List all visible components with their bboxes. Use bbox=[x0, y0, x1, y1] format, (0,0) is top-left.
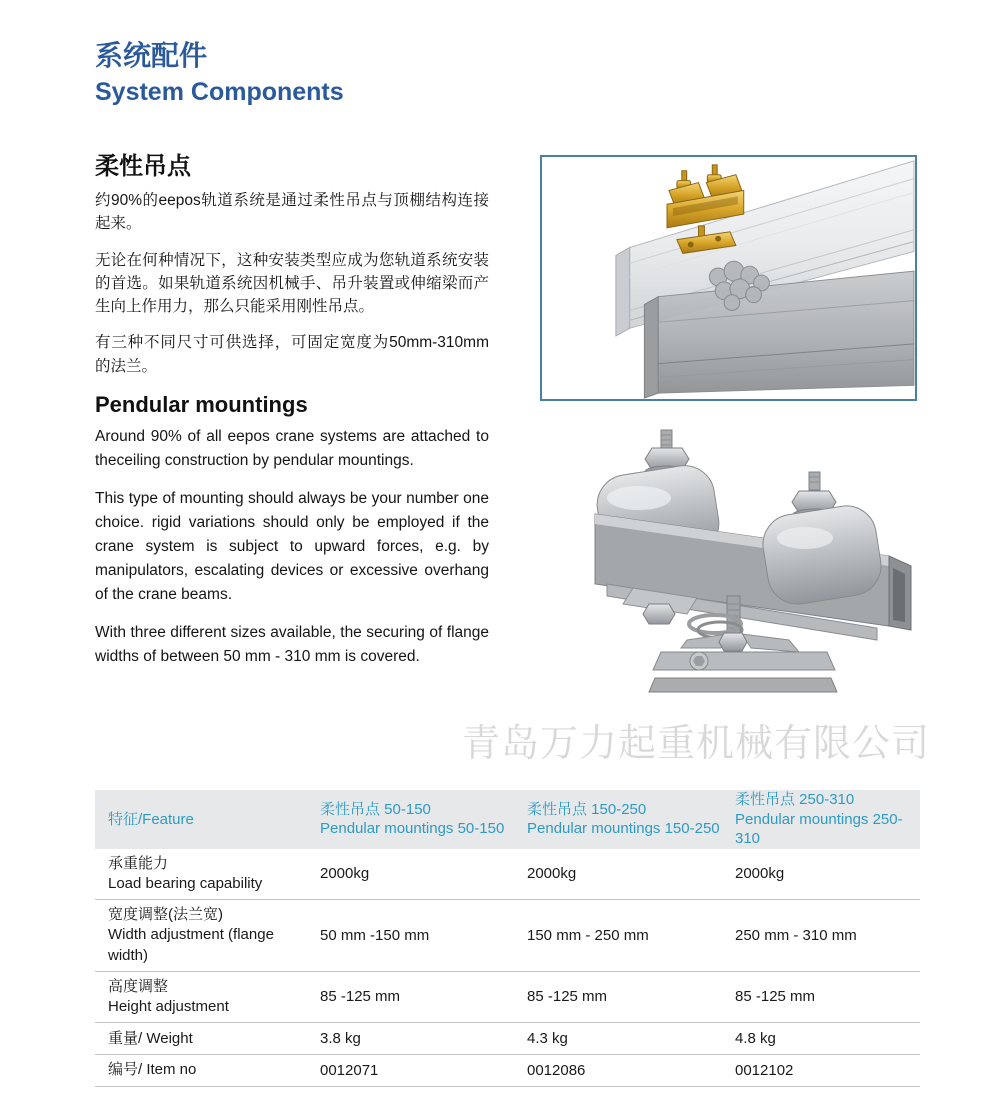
paragraph-en-3: With three different sizes available, the securing of flange widths of between 50 mm - 310 mm is covered. bbox=[95, 623, 489, 665]
feature-cell bbox=[95, 849, 320, 900]
table-row-width-adjustment bbox=[95, 900, 920, 972]
header-col3-zh: 柔性吊点 250-310 bbox=[735, 791, 855, 808]
page-title-zh: 系统配件 bbox=[95, 40, 208, 71]
value-cell: 2000kg bbox=[527, 865, 577, 882]
header-col2-zh: 柔性吊点 150-250 bbox=[527, 800, 647, 818]
feature-cell bbox=[95, 972, 320, 1023]
description-column bbox=[95, 146, 489, 683]
paragraph-zh-1: 约90%的eepos轨道系统是通过柔性吊点与顶棚结构连接起来。 bbox=[95, 192, 489, 233]
section-heading-zh: 柔性吊点 bbox=[95, 153, 191, 180]
pendular-mounting-illustration bbox=[537, 416, 923, 706]
header-cell-col1 bbox=[320, 800, 527, 839]
rail-system-illustration-svg bbox=[542, 157, 915, 399]
value-cell: 0012086 bbox=[527, 1061, 586, 1079]
value-cell: 150 mm - 250 mm bbox=[527, 926, 649, 944]
header-cell-feature: 特征/Feature bbox=[108, 810, 194, 828]
value-cell: 50 mm -150 mm bbox=[320, 926, 430, 944]
value-cell: 2000kg bbox=[320, 865, 370, 882]
value-cell: 85 -125 mm bbox=[527, 988, 608, 1006]
header-col3-en: Pendular mountings 250-310 bbox=[735, 810, 903, 847]
value-cell: 3.8 kg bbox=[320, 1030, 361, 1047]
header-col1-zh: 柔性吊点 50-150 bbox=[320, 800, 431, 818]
page-title-en: System Components bbox=[95, 78, 344, 106]
value-cell: 85 -125 mm bbox=[320, 988, 401, 1006]
header-cell-col3 bbox=[735, 790, 920, 849]
value-cell: 2000kg bbox=[735, 865, 785, 882]
value-cell: 250 mm - 310 mm bbox=[735, 926, 857, 944]
header-col2-en: Pendular mountings 150-250 bbox=[527, 820, 720, 838]
value-cell: 0012102 bbox=[735, 1061, 794, 1079]
paragraph-en-1: Around 90% of all eepos crane systems are attached to theceiling construction by pendular mountings. bbox=[95, 427, 489, 469]
section-heading-en: Pendular mountings bbox=[95, 391, 308, 417]
feature-zh: 高度调整 bbox=[108, 977, 169, 995]
paragraph-zh-3: 有三种不同尺寸可供选择，可固定宽度为50mm-310mm的法兰。 bbox=[95, 334, 489, 375]
feature-en: Width adjustment (flange width) bbox=[108, 926, 274, 964]
paragraph-zh-2: 无论在何种情况下，这种安装类型应成为您轨道系统安装的首选。如果轨道系统因机械手、吊升装置或伸缩梁而产生向上作用力，那么只能采用刚性吊点。 bbox=[95, 251, 489, 315]
feature-en: Load bearing capability bbox=[108, 874, 263, 892]
table-row-weight bbox=[95, 1023, 920, 1055]
page-header bbox=[95, 38, 344, 107]
value-cell: 4.8 kg bbox=[735, 1030, 776, 1047]
feature-en: Height adjustment bbox=[108, 998, 229, 1015]
value-cell: 4.3 kg bbox=[527, 1030, 568, 1047]
feature-zh: 承重能力 bbox=[108, 854, 169, 872]
value-cell: 85 -125 mm bbox=[735, 988, 816, 1006]
feature-zh: 重量/ Weight bbox=[108, 1029, 193, 1047]
header-cell-col2 bbox=[527, 800, 735, 839]
spec-table-header bbox=[95, 790, 920, 849]
paragraph-en-2: This type of mounting should always be your number one choice. rigid variations should only be employed if the crane system is subject to upward forces, e.g. by manipulators, escalating devices or excessive overhang of the crane beams. bbox=[95, 489, 489, 603]
company-watermark: 青岛万力起重机械有限公司 bbox=[462, 723, 931, 765]
rail-system-illustration bbox=[540, 155, 917, 401]
feature-zh: 宽度调整(法兰宽) bbox=[108, 906, 223, 923]
header-col1-en: Pendular mountings 50-150 bbox=[320, 820, 505, 838]
gold-pendular-clamp bbox=[667, 165, 744, 254]
value-cell: 0012071 bbox=[320, 1061, 379, 1079]
feature-cell bbox=[95, 900, 320, 971]
feature-cell bbox=[95, 1024, 320, 1054]
table-row-item-no bbox=[95, 1055, 920, 1086]
table-row-load-bearing bbox=[95, 849, 920, 901]
feature-cell bbox=[95, 1055, 320, 1085]
feature-zh: 编号/ Item no bbox=[108, 1061, 197, 1079]
spec-table bbox=[95, 790, 920, 1087]
table-row-height-adjustment bbox=[95, 972, 920, 1024]
pendular-mounting-illustration-svg bbox=[537, 416, 923, 706]
